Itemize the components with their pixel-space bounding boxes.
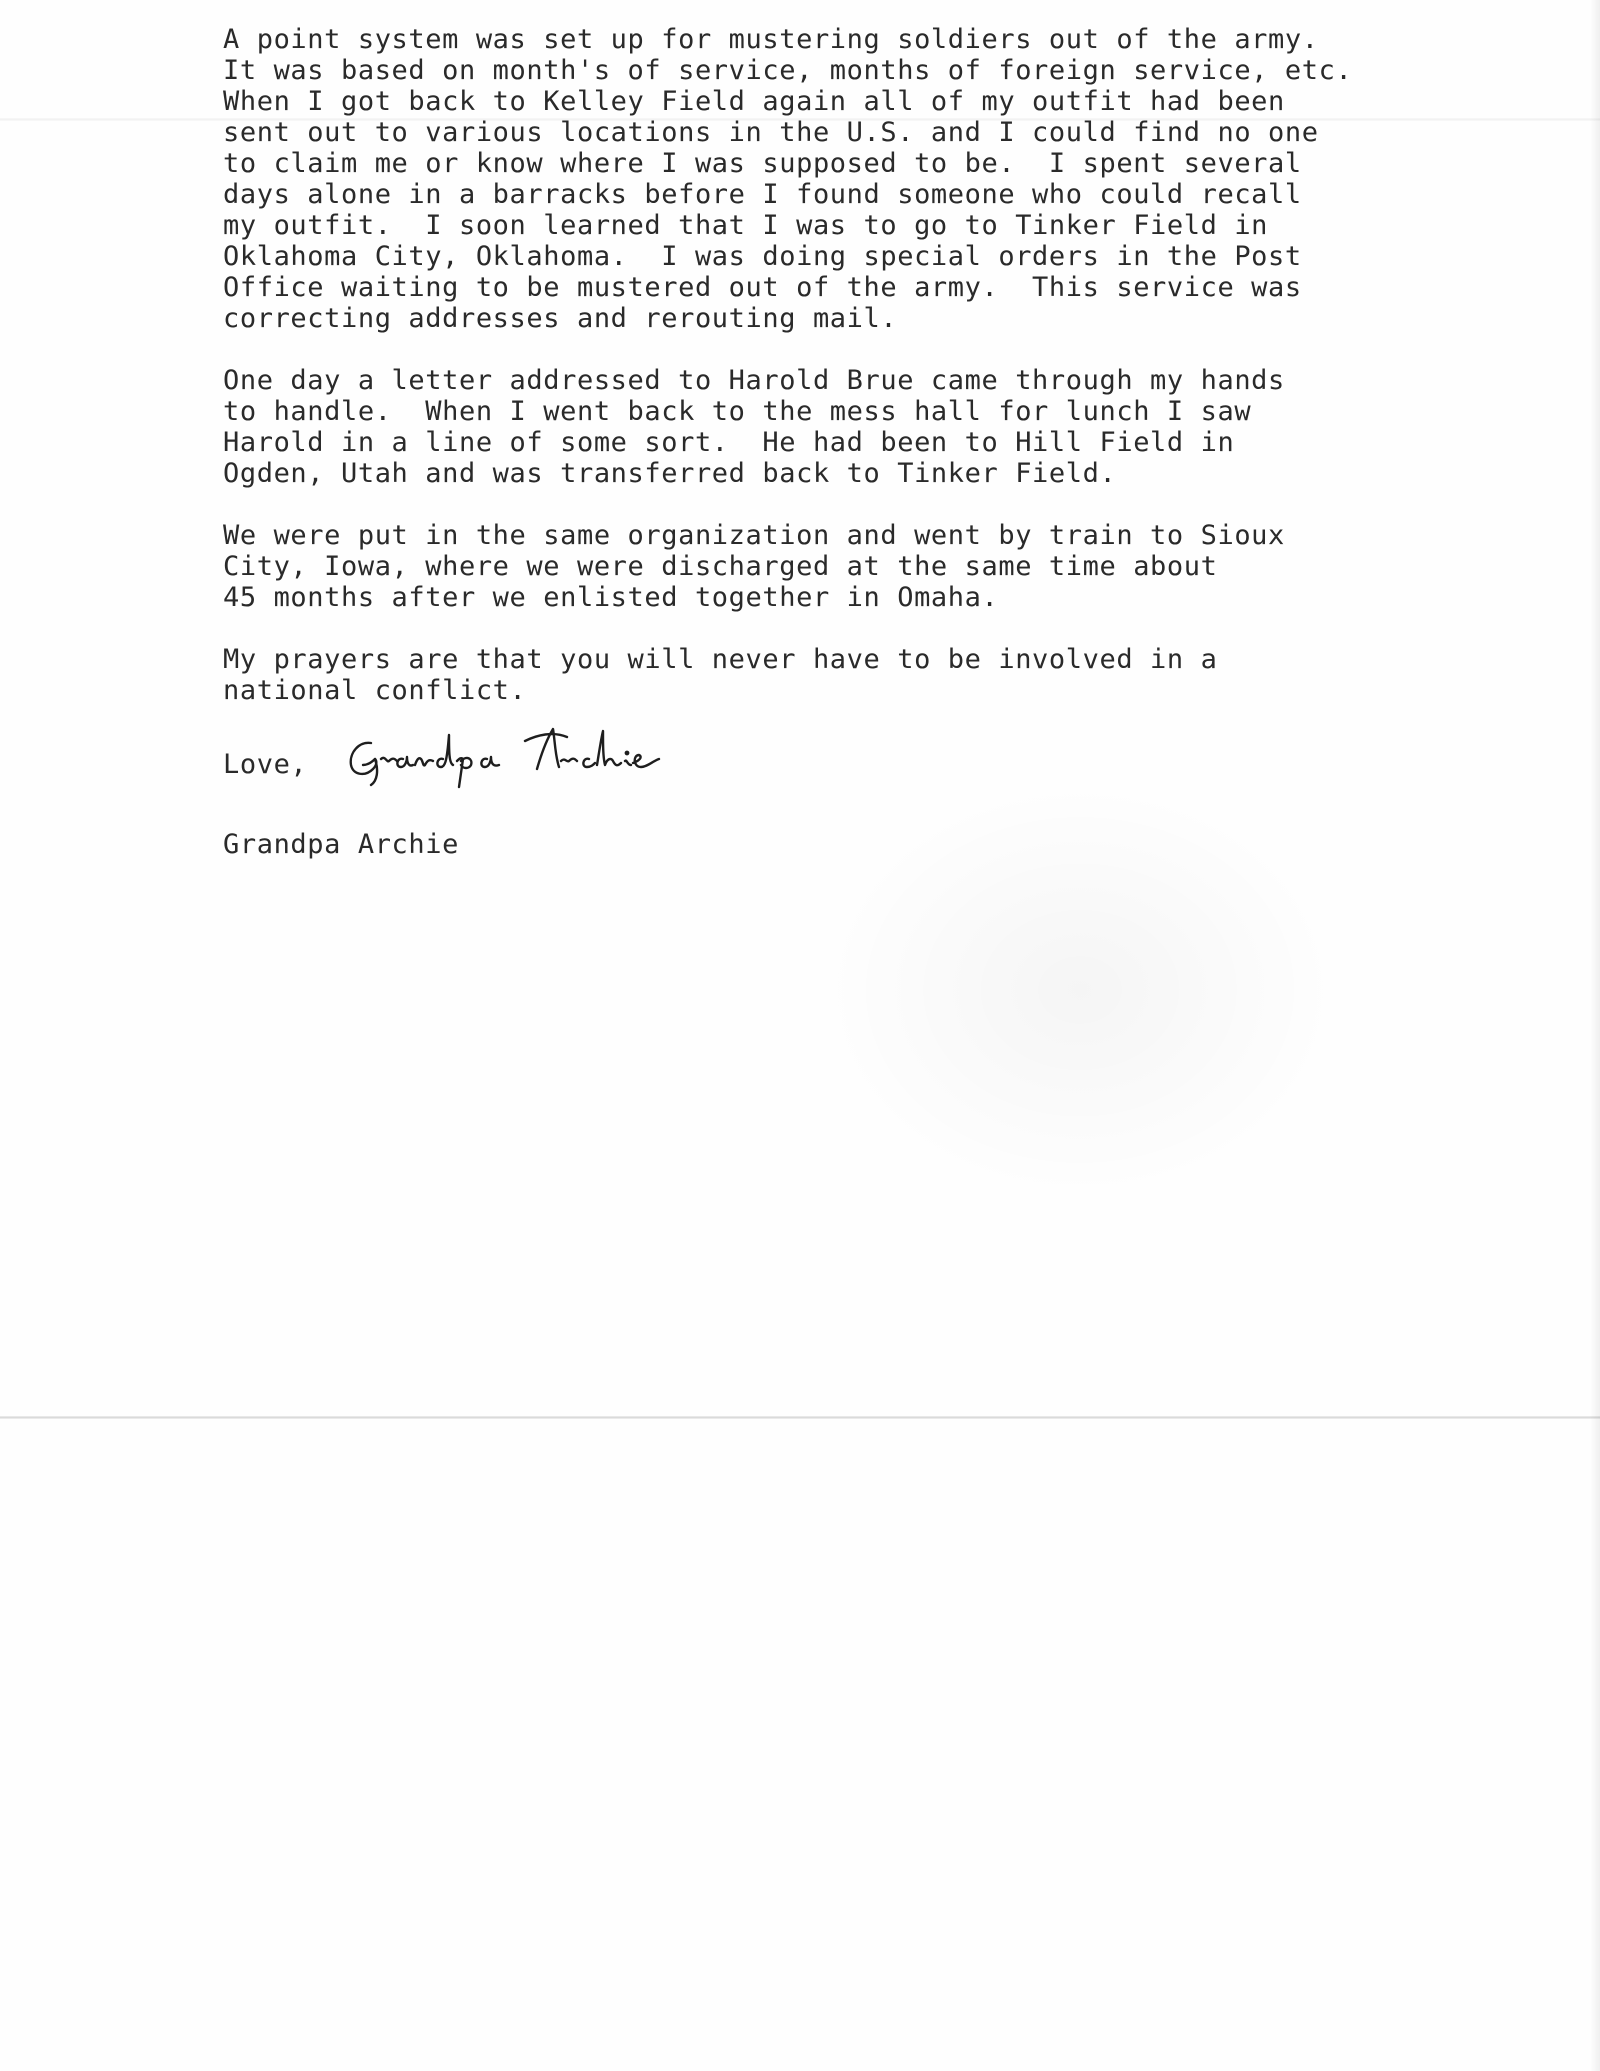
text-line: to claim me or know where I was supposed to be. I spent several <box>223 148 1302 179</box>
text-line: national conflict. <box>223 675 527 706</box>
text-line: Ogden, Utah and was transferred back to Tinker Field. <box>223 458 1117 489</box>
paragraph-4 <box>223 644 1523 706</box>
text-line: days alone in a barracks before I found someone who could recall <box>223 179 1302 210</box>
paragraph-1 <box>223 24 1523 334</box>
closing-row <box>223 737 1523 801</box>
text-line: We were put in the same organization and went by train to Sioux <box>223 520 1285 551</box>
letter-body <box>223 24 1523 860</box>
text-line: Office waiting to be mustered out of the army. This service was <box>223 272 1302 303</box>
text-line: Harold in a line of some sort. He had been to Hill Field in <box>223 427 1235 458</box>
text-line: 45 months after we enlisted together in Omaha. <box>223 582 999 613</box>
text-line: One day a letter addressed to Harold Brue came through my hands <box>223 365 1285 396</box>
text-line: When I got back to Kelley Field again all of my outfit had been <box>223 86 1285 117</box>
text-line: A point system was set up for mustering soldiers out of the army. <box>223 24 1319 55</box>
closing: Love, <box>223 749 308 780</box>
text-line: correcting addresses and rerouting mail. <box>223 303 898 334</box>
text-line: sent out to various locations in the U.S. and I could find no one <box>223 117 1319 148</box>
text-line: Oklahoma City, Oklahoma. I was doing special orders in the Post <box>223 241 1302 272</box>
handwritten-signature <box>341 715 701 795</box>
paper-edge-shadow <box>1590 0 1600 2071</box>
text-line: to handle. When I went back to the mess hall for lunch I saw <box>223 396 1252 427</box>
fold-crease-middle <box>0 1416 1600 1419</box>
paragraph-3 <box>223 520 1523 613</box>
paragraph-2 <box>223 365 1523 489</box>
typed-name: Grandpa Archie <box>223 829 459 860</box>
text-line: City, Iowa, where we were discharged at the same time about <box>223 551 1218 582</box>
text-line: My prayers are that you will never have to be involved in a <box>223 644 1218 675</box>
text-line: It was based on month's of service, months of foreign service, etc. <box>223 55 1353 86</box>
text-line: my outfit. I soon learned that I was to go to Tinker Field in <box>223 210 1269 241</box>
